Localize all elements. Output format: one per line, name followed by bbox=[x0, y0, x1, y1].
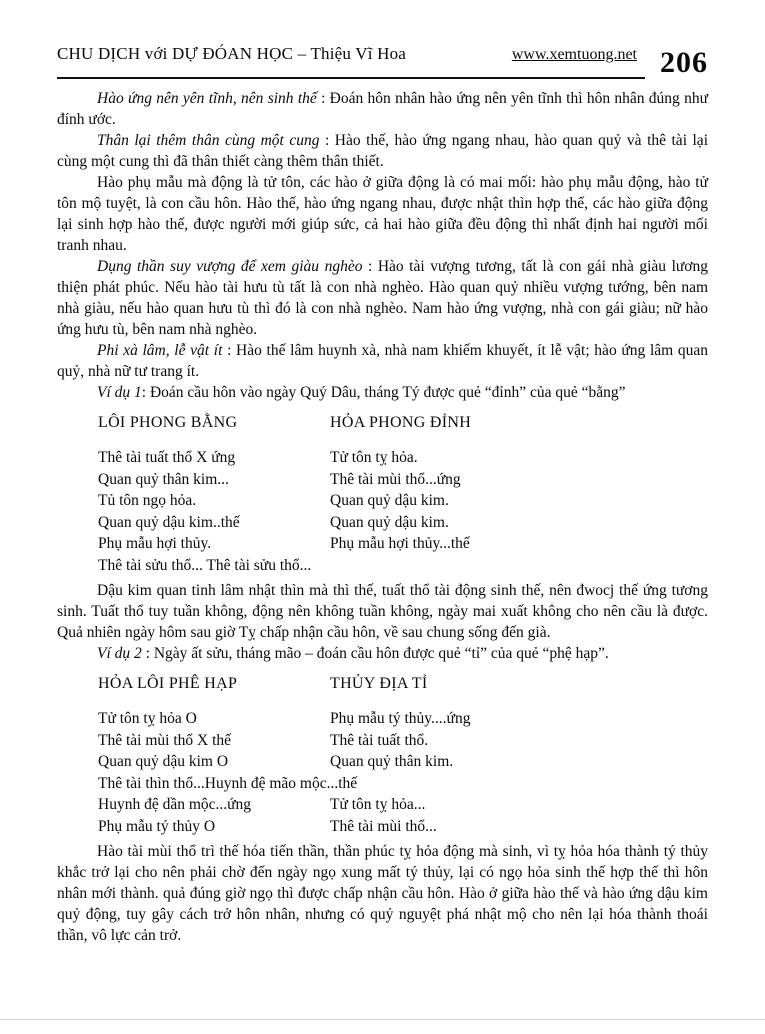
paragraph bbox=[57, 382, 708, 403]
paragraph bbox=[57, 340, 708, 382]
paragraph bbox=[57, 580, 708, 643]
hexagram-line-left: Tủ tôn ngọ hỏa. bbox=[98, 492, 197, 509]
hexagram-line-left: Tử tôn tỵ hỏa O bbox=[98, 710, 197, 727]
hexagram-line-left: Quan quỷ dậu kim..thế bbox=[98, 513, 240, 531]
hexagram-line-right: Quan quỷ dậu kim. bbox=[330, 492, 449, 509]
paragraph-lead: Phi xà lâm, lễ vật ít bbox=[97, 342, 223, 359]
hexagram-line-left: Quan quỷ dậu kim O bbox=[98, 753, 229, 770]
hexagram-line-right: Thê tài tuất thổ. bbox=[330, 731, 429, 749]
paragraph-text: Dậu kim quan tinh lâm nhật thìn mà thì thế, tuất thổ tài động sinh thế, nên đwocj thế ứng tương sinh. Tuất thổ tuy tuần không, động nên không tuần không, ngày mai xuất không cho nên cầu là được. Quả nhiên ngày hôm sau giờ Tỵ chấp nhận cầu hôn, về sau chung sống đến già. bbox=[57, 582, 708, 641]
hexagram-line-right: Tử tôn tỵ hỏa. bbox=[330, 449, 418, 466]
hexagram-line-right bbox=[330, 555, 708, 577]
hexagram-table-1 bbox=[98, 414, 708, 576]
table-row bbox=[98, 816, 708, 838]
hexagram-line-right: Phụ mẫu hợi thủy...thế bbox=[330, 535, 470, 552]
hexagram-line-left: Quan quỷ thân kim... bbox=[98, 470, 229, 488]
page-content bbox=[57, 88, 708, 946]
website-url: www.xemtuong.net bbox=[511, 46, 637, 63]
table-row bbox=[98, 555, 708, 577]
paragraph-text: : Ngày ất sửu, tháng mão – đoán cầu hôn được quẻ “tỉ” của quẻ “phệ hạp”. bbox=[141, 645, 609, 662]
hexagram-line-left: Phụ mẫu hợi thủy. bbox=[98, 535, 212, 552]
hexagram-line-right: Thê tài mùi thổ...ứng bbox=[330, 470, 461, 488]
table-row bbox=[98, 447, 708, 469]
paragraph-text: : Đoán cầu hôn vào ngày Quý Dâu, tháng Tý được quẻ “đỉnh” của quẻ “bằng” bbox=[141, 384, 626, 401]
hexagram-line-right: Tử tôn tỵ hỏa... bbox=[330, 796, 426, 813]
paragraph-text: Hào phụ mẫu mà động là tử tôn, các hào ở giữa động là có mai mối: hào phụ mẫu động, hào tử tôn mộ tuyệt, là con cầu hôn. Hào thế, hào ứng ngang nhau, được nhật thìn hợp thế, các hào giữa động lại sinh hợp hào thế, được người mới giúp sức, cả hai hào giữa đều động thì nhất định hai người mối tranh nhau. bbox=[57, 174, 708, 254]
hexagram-line-left: Thê tài tuất thổ X ứng bbox=[98, 449, 236, 466]
paragraph-text: Hào tài mùi thổ trì thế hóa tiến thần, thần phúc tỵ hỏa động mà sinh, vì tỵ hỏa hóa thành tý thủy khắc trở lại cho nên phải chờ đến ngày ngọ xung mất tý thủy, lại có ngọ hỏa sinh thế hợp thế thì hôn nhân mới thành. quả đúng giờ ngọ thì được chấp nhận cầu hôn. Hào ở giữa hào thế và hào ứng dậu kim quỷ động, tuy gây cách trở hôn nhân, nhưng có quỷ nguyệt phá nhật mộ cho nên lại hóa thành thoái thần, vô lực cản trở. bbox=[57, 843, 708, 944]
page-number: 206 bbox=[660, 46, 708, 79]
page-header bbox=[57, 44, 708, 79]
hexagram-table-1-headers bbox=[98, 414, 708, 432]
paragraph-lead: Ví dụ 2 bbox=[97, 645, 142, 662]
hexagram-line-left: Thê tài sửu thổ... Thê tài sửu thổ... bbox=[98, 556, 312, 574]
hexagram-table-2-headers bbox=[98, 675, 708, 693]
document-page bbox=[0, 44, 765, 946]
hexagram-right-title: HỎA PHONG ĐỈNH bbox=[330, 414, 472, 431]
paragraph bbox=[57, 88, 708, 130]
table-row bbox=[98, 730, 708, 752]
header-rule bbox=[57, 44, 645, 79]
hexagram-line-left: Thê tài thìn thổ...Huynh đệ mão mộc...thế bbox=[98, 774, 358, 792]
table-row bbox=[98, 708, 708, 730]
table-row bbox=[98, 490, 708, 512]
paragraph-lead: Ví dụ 1 bbox=[97, 384, 142, 401]
paragraph-text: : Hào tài vượng tương, tất là con gái nhà giàu lương thiện phát phúc. Nếu hào tài hưu tù tất là con nhà nghèo. Hào quan quỷ nhiều vượng tướng, bên nam nhà giàu, nếu hào quan hưu tù thì đó là con nhà nghèo. Nam hào ứng vượng, nhà con gái giàu; nữ hào ứng hưu tù, bên nam nhà nghèo. bbox=[57, 258, 708, 338]
table-row bbox=[98, 512, 708, 534]
paragraph bbox=[57, 841, 708, 946]
hexagram-line-left: Thê tài mùi thổ X thế bbox=[98, 731, 232, 749]
hexagram-line-right: Thê tài mùi thổ... bbox=[330, 817, 437, 835]
bottom-page-divider bbox=[0, 1019, 765, 1020]
hexagram-line-left: Huynh đệ dần mộc...ứng bbox=[98, 796, 252, 813]
table-row bbox=[98, 533, 708, 555]
paragraph bbox=[57, 172, 708, 256]
table-row bbox=[98, 773, 708, 795]
paragraph-text: : Hào thế lâm huynh xà, nhà nam khiếm khuyết, ít lễ vật; hào ứng lâm quan quỷ, nhà nữ tư trang ít. bbox=[57, 342, 708, 380]
hexagram-left-title: LÔI PHONG BẰNG bbox=[98, 414, 238, 431]
hexagram-line-right bbox=[330, 773, 708, 795]
paragraph bbox=[57, 130, 708, 172]
hexagram-right-title: THỦY ĐỊA TỈ bbox=[330, 675, 428, 692]
paragraph-lead: Hào ứng nên yên tĩnh, nên sinh thế bbox=[97, 90, 317, 107]
paragraph-lead: Dụng thần suy vượng để xem giàu nghèo bbox=[97, 258, 363, 275]
table-row bbox=[98, 469, 708, 491]
hexagram-line-right: Quan quỷ dậu kim. bbox=[330, 513, 449, 531]
paragraph bbox=[57, 643, 708, 664]
paragraph bbox=[57, 256, 708, 340]
book-title: CHU DỊCH với DỰ ĐÓAN HỌC – Thiệu Vĩ Hoa bbox=[57, 44, 407, 63]
hexagram-line-right: Phụ mẫu tý thủy....ứng bbox=[330, 710, 471, 727]
paragraph-text: : Hào thế, hào ứng ngang nhau, hào quan quỷ và thê tài lại cùng một cung thì đã thân thiết càng thêm thân thiết. bbox=[57, 132, 708, 170]
paragraph-text: : Đoán hôn nhân hào ứng nên yên tĩnh thì hôn nhân đúng như đính ước. bbox=[57, 90, 708, 128]
table-row bbox=[98, 751, 708, 773]
hexagram-table-2 bbox=[98, 675, 708, 837]
hexagram-line-right: Quan quỷ thân kim. bbox=[330, 753, 454, 770]
hexagram-line-left: Phụ mẫu tý thủy O bbox=[98, 817, 216, 835]
table-row bbox=[98, 794, 708, 816]
paragraph-lead: Thân lại thêm thân cùng một cung bbox=[97, 132, 320, 149]
hexagram-left-title: HỎA LÔI PHÊ HẠP bbox=[98, 675, 238, 692]
